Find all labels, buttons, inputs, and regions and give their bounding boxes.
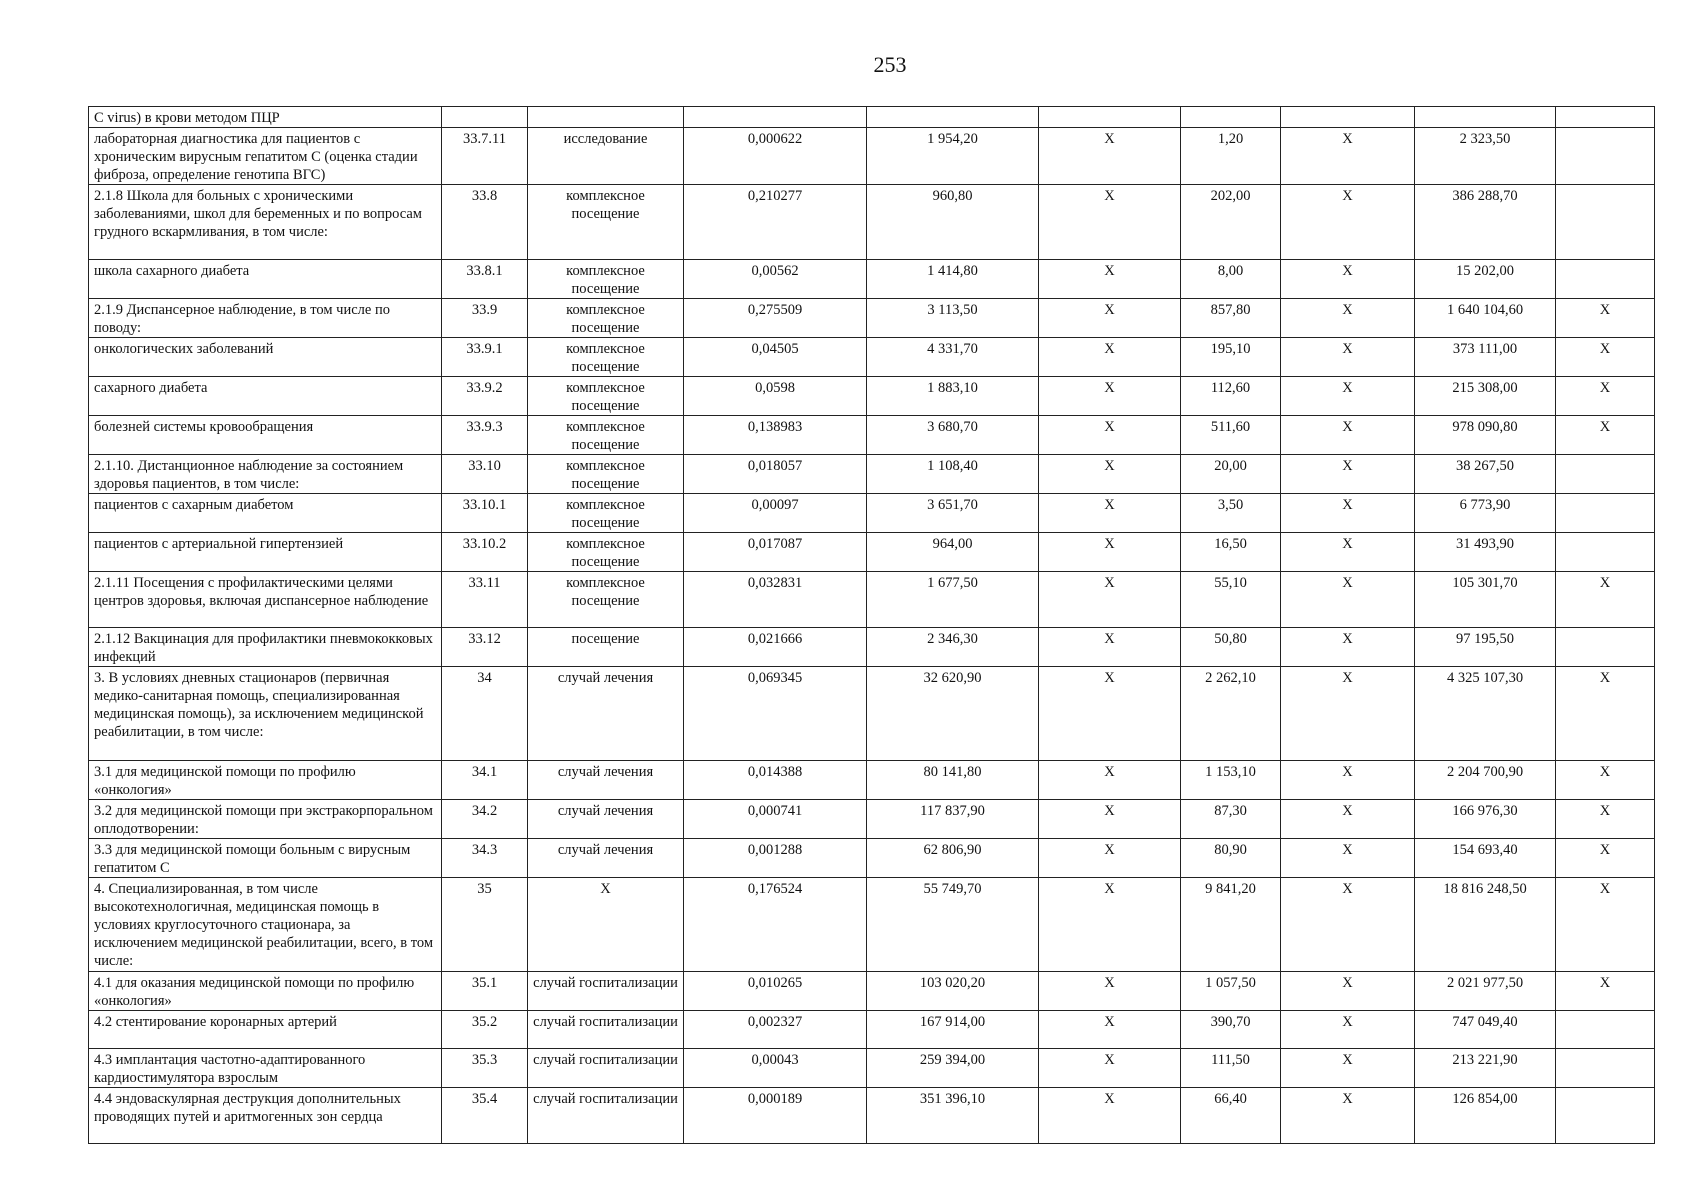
table-body [89,107,1655,1144]
row-unit-cell: комплексное посещение [528,338,684,377]
row-name-cell: 3.1 для медицинской помощи по профилю «онкология» [89,761,442,800]
row-total-cell: 18 816 248,50 [1415,878,1556,972]
row-norm-cell: 0,032831 [684,572,867,628]
row-x2-cell: X [1281,299,1415,338]
row-norm-cell: 0,00562 [684,260,867,299]
row-norm-cell: 0,00043 [684,1049,867,1088]
row-norm-cell: 0,210277 [684,185,867,260]
row-x3-cell [1556,128,1655,185]
row-unit-cell: случай госпитализации [528,972,684,1011]
row-name-cell: пациентов с сахарным диабетом [89,494,442,533]
table-row [89,338,1655,377]
row-name-cell: 3. В условиях дневных стационаров (первичная медико-санитарная помощь, специализированная медицинская помощь), за исключением медицинской реабилитации, в том числе: [89,667,442,761]
row-name-cell: 3.2 для медицинской помощи при экстракорпоральном оплодотворении: [89,800,442,839]
row-x3-cell [1556,494,1655,533]
row-unit-cell: случай лечения [528,839,684,878]
table-row [89,455,1655,494]
row-x3-cell [1556,107,1655,128]
row-finance-cell: 2 262,10 [1181,667,1281,761]
row-x3-cell: X [1556,416,1655,455]
row-x1-cell: X [1039,839,1181,878]
row-total-cell: 15 202,00 [1415,260,1556,299]
row-unit-cell: комплексное посещение [528,416,684,455]
row-total-cell: 6 773,90 [1415,494,1556,533]
row-total-cell: 747 049,40 [1415,1011,1556,1049]
row-finance-cell: 390,70 [1181,1011,1281,1049]
row-x2-cell: X [1281,800,1415,839]
row-cost-cell: 2 346,30 [867,628,1039,667]
row-x1-cell: X [1039,260,1181,299]
row-code-cell: 35.3 [442,1049,528,1088]
row-cost-cell: 117 837,90 [867,800,1039,839]
row-code-cell: 33.9.2 [442,377,528,416]
row-x1-cell: X [1039,878,1181,972]
row-cost-cell: 167 914,00 [867,1011,1039,1049]
row-unit-cell: комплексное посещение [528,260,684,299]
row-total-cell: 38 267,50 [1415,455,1556,494]
row-code-cell: 34.1 [442,761,528,800]
row-name-cell: лабораторная диагностика для пациентов с хроническим вирусным гепатитом С (оценка стадии фиброза, определение генотипа ВГС) [89,128,442,185]
row-finance-cell: 50,80 [1181,628,1281,667]
row-cost-cell: 1 108,40 [867,455,1039,494]
row-norm-cell: 0,275509 [684,299,867,338]
row-code-cell: 34 [442,667,528,761]
row-x2-cell: X [1281,1049,1415,1088]
row-x1-cell: X [1039,628,1181,667]
row-name-cell: 4.1 для оказания медицинской помощи по профилю «онкология» [89,972,442,1011]
row-x3-cell: X [1556,839,1655,878]
table-row [89,377,1655,416]
row-norm-cell: 0,017087 [684,533,867,572]
row-code-cell: 34.2 [442,800,528,839]
row-x3-cell: X [1556,377,1655,416]
row-norm-cell: 0,069345 [684,667,867,761]
row-x3-cell [1556,1049,1655,1088]
row-code-cell: 33.12 [442,628,528,667]
table-row [89,628,1655,667]
row-code-cell [442,107,528,128]
row-unit-cell: комплексное посещение [528,455,684,494]
row-name-cell: 2.1.10. Дистанционное наблюдение за состоянием здоровья пациентов, в том числе: [89,455,442,494]
row-finance-cell: 112,60 [1181,377,1281,416]
row-name-cell: школа сахарного диабета [89,260,442,299]
row-x1-cell: X [1039,1049,1181,1088]
row-x1-cell: X [1039,338,1181,377]
row-unit-cell: случай лечения [528,667,684,761]
row-cost-cell: 62 806,90 [867,839,1039,878]
row-unit-cell: комплексное посещение [528,185,684,260]
row-unit-cell: случай лечения [528,761,684,800]
row-finance-cell: 16,50 [1181,533,1281,572]
row-x3-cell: X [1556,572,1655,628]
row-finance-cell: 111,50 [1181,1049,1281,1088]
row-x3-cell [1556,185,1655,260]
row-code-cell: 35.1 [442,972,528,1011]
row-cost-cell: 1 414,80 [867,260,1039,299]
table-row [89,972,1655,1011]
row-total-cell: 2 021 977,50 [1415,972,1556,1011]
row-total-cell: 1 640 104,60 [1415,299,1556,338]
row-x1-cell: X [1039,299,1181,338]
row-total-cell: 166 976,30 [1415,800,1556,839]
row-norm-cell: 0,014388 [684,761,867,800]
row-x3-cell: X [1556,338,1655,377]
row-total-cell: 105 301,70 [1415,572,1556,628]
row-name-cell: 2.1.11 Посещения с профилактическими целями центров здоровья, включая диспансерное наблюдение [89,572,442,628]
table-row [89,260,1655,299]
table-row [89,572,1655,628]
table-row [89,494,1655,533]
row-x1-cell: X [1039,416,1181,455]
table-row [89,1088,1655,1144]
row-finance-cell: 8,00 [1181,260,1281,299]
row-name-cell: C virus) в крови методом ПЦР [89,107,442,128]
row-cost-cell: 32 620,90 [867,667,1039,761]
row-x2-cell: X [1281,128,1415,185]
row-cost-cell: 80 141,80 [867,761,1039,800]
row-code-cell: 33.10.1 [442,494,528,533]
row-x3-cell [1556,533,1655,572]
row-x1-cell: X [1039,761,1181,800]
row-name-cell: 2.1.8 Школа для больных с хроническими заболеваниями, школ для беременных и по вопросам грудного вскармливания, в том числе: [89,185,442,260]
row-total-cell: 215 308,00 [1415,377,1556,416]
table-row [89,1011,1655,1049]
row-x2-cell: X [1281,338,1415,377]
row-code-cell: 33.8.1 [442,260,528,299]
table-row [89,761,1655,800]
row-total-cell: 373 111,00 [1415,338,1556,377]
row-finance-cell: 66,40 [1181,1088,1281,1144]
table-row [89,128,1655,185]
row-x1-cell: X [1039,1011,1181,1049]
row-x1-cell [1039,107,1181,128]
row-x2-cell: X [1281,761,1415,800]
row-unit-cell: комплексное посещение [528,533,684,572]
row-cost-cell: 1 954,20 [867,128,1039,185]
row-code-cell: 33.11 [442,572,528,628]
row-name-cell: онкологических заболеваний [89,338,442,377]
row-norm-cell: 0,138983 [684,416,867,455]
row-x2-cell: X [1281,416,1415,455]
row-x2-cell: X [1281,628,1415,667]
row-norm-cell: 0,00097 [684,494,867,533]
row-code-cell: 35.4 [442,1088,528,1144]
row-cost-cell: 1 677,50 [867,572,1039,628]
row-x1-cell: X [1039,185,1181,260]
row-code-cell: 33.10.2 [442,533,528,572]
row-unit-cell: комплексное посещение [528,572,684,628]
row-unit-cell: случай госпитализации [528,1011,684,1049]
table-row [89,839,1655,878]
row-x1-cell: X [1039,972,1181,1011]
row-cost-cell: 55 749,70 [867,878,1039,972]
row-finance-cell: 1,20 [1181,128,1281,185]
row-x1-cell: X [1039,800,1181,839]
row-total-cell: 213 221,90 [1415,1049,1556,1088]
row-x2-cell: X [1281,533,1415,572]
row-unit-cell: комплексное посещение [528,299,684,338]
row-finance-cell: 87,30 [1181,800,1281,839]
row-x1-cell: X [1039,667,1181,761]
row-finance-cell: 1 057,50 [1181,972,1281,1011]
row-x3-cell: X [1556,800,1655,839]
table-row [89,107,1655,128]
row-name-cell: 2.1.9 Диспансерное наблюдение, в том числе по поводу: [89,299,442,338]
row-code-cell: 35 [442,878,528,972]
row-unit-cell: случай госпитализации [528,1088,684,1144]
row-norm-cell: 0,000622 [684,128,867,185]
row-x2-cell: X [1281,972,1415,1011]
table-row [89,185,1655,260]
row-unit-cell: исследование [528,128,684,185]
row-cost-cell: 3 651,70 [867,494,1039,533]
row-unit-cell: случай госпитализации [528,1049,684,1088]
row-x2-cell: X [1281,494,1415,533]
row-x3-cell: X [1556,667,1655,761]
row-finance-cell: 202,00 [1181,185,1281,260]
row-total-cell: 154 693,40 [1415,839,1556,878]
row-x1-cell: X [1039,494,1181,533]
row-unit-cell [528,107,684,128]
table-row [89,667,1655,761]
row-x2-cell: X [1281,839,1415,878]
table-row [89,416,1655,455]
row-finance-cell [1181,107,1281,128]
row-cost-cell: 1 883,10 [867,377,1039,416]
row-total-cell: 978 090,80 [1415,416,1556,455]
row-name-cell: 4.3 имплантация частотно-адаптированного кардиостимулятора взрослым [89,1049,442,1088]
row-cost-cell: 351 396,10 [867,1088,1039,1144]
row-x3-cell [1556,1088,1655,1144]
row-x3-cell [1556,1011,1655,1049]
row-unit-cell: комплексное посещение [528,494,684,533]
data-table [88,106,1655,1144]
row-cost-cell: 964,00 [867,533,1039,572]
row-x2-cell: X [1281,878,1415,972]
row-total-cell: 97 195,50 [1415,628,1556,667]
row-code-cell: 33.9.1 [442,338,528,377]
table-row [89,800,1655,839]
row-norm-cell: 0,010265 [684,972,867,1011]
row-x2-cell: X [1281,1088,1415,1144]
row-total-cell: 4 325 107,30 [1415,667,1556,761]
table-row [89,878,1655,972]
row-x1-cell: X [1039,572,1181,628]
row-cost-cell: 103 020,20 [867,972,1039,1011]
row-name-cell: 3.3 для медицинской помощи больным с вирусным гепатитом С [89,839,442,878]
row-x3-cell: X [1556,972,1655,1011]
row-total-cell: 2 204 700,90 [1415,761,1556,800]
row-norm-cell [684,107,867,128]
row-x2-cell: X [1281,667,1415,761]
row-x3-cell: X [1556,299,1655,338]
row-finance-cell: 857,80 [1181,299,1281,338]
row-norm-cell: 0,001288 [684,839,867,878]
row-unit-cell: X [528,878,684,972]
row-norm-cell: 0,0598 [684,377,867,416]
row-code-cell: 34.3 [442,839,528,878]
row-cost-cell [867,107,1039,128]
table-row [89,533,1655,572]
table-row [89,299,1655,338]
row-total-cell: 386 288,70 [1415,185,1556,260]
row-unit-cell: комплексное посещение [528,377,684,416]
row-cost-cell: 259 394,00 [867,1049,1039,1088]
row-norm-cell: 0,002327 [684,1011,867,1049]
row-total-cell: 2 323,50 [1415,128,1556,185]
row-name-cell: 4.4 эндоваскулярная деструкция дополнительных проводящих путей и аритмогенных зон сердца [89,1088,442,1144]
row-finance-cell: 55,10 [1181,572,1281,628]
row-code-cell: 33.9.3 [442,416,528,455]
row-finance-cell: 195,10 [1181,338,1281,377]
row-name-cell: сахарного диабета [89,377,442,416]
row-x1-cell: X [1039,533,1181,572]
row-x3-cell [1556,455,1655,494]
row-x1-cell: X [1039,377,1181,416]
row-cost-cell: 4 331,70 [867,338,1039,377]
row-name-cell: 2.1.12 Вакцинация для профилактики пневмококковых инфекций [89,628,442,667]
row-x1-cell: X [1039,1088,1181,1144]
row-name-cell: 4.2 стентирование коронарных артерий [89,1011,442,1049]
row-norm-cell: 0,176524 [684,878,867,972]
row-code-cell: 33.8 [442,185,528,260]
row-x2-cell: X [1281,185,1415,260]
page-number: 253 [873,52,907,77]
row-norm-cell: 0,000189 [684,1088,867,1144]
row-total-cell [1415,107,1556,128]
row-name-cell: 4. Специализированная, в том числе высокотехнологичная, медицинская помощь в условиях круглосуточного стационара, за исключением медицинской реабилитации, всего, в том числе: [89,878,442,972]
row-code-cell: 33.7.11 [442,128,528,185]
row-cost-cell: 960,80 [867,185,1039,260]
row-x2-cell: X [1281,572,1415,628]
row-unit-cell: посещение [528,628,684,667]
row-x2-cell [1281,107,1415,128]
row-name-cell: болезней системы кровообращения [89,416,442,455]
row-code-cell: 35.2 [442,1011,528,1049]
row-x2-cell: X [1281,377,1415,416]
row-norm-cell: 0,018057 [684,455,867,494]
row-x2-cell: X [1281,260,1415,299]
row-total-cell: 126 854,00 [1415,1088,1556,1144]
row-finance-cell: 511,60 [1181,416,1281,455]
row-total-cell: 31 493,90 [1415,533,1556,572]
row-name-cell: пациентов с артериальной гипертензией [89,533,442,572]
row-x3-cell [1556,260,1655,299]
row-x1-cell: X [1039,455,1181,494]
row-norm-cell: 0,000741 [684,800,867,839]
row-norm-cell: 0,021666 [684,628,867,667]
row-code-cell: 33.10 [442,455,528,494]
row-finance-cell: 3,50 [1181,494,1281,533]
row-cost-cell: 3 113,50 [867,299,1039,338]
row-x1-cell: X [1039,128,1181,185]
table-row [89,1049,1655,1088]
row-x2-cell: X [1281,1011,1415,1049]
row-x3-cell [1556,628,1655,667]
row-x3-cell: X [1556,761,1655,800]
row-unit-cell: случай лечения [528,800,684,839]
row-finance-cell: 20,00 [1181,455,1281,494]
row-finance-cell: 9 841,20 [1181,878,1281,972]
row-code-cell: 33.9 [442,299,528,338]
row-x2-cell: X [1281,455,1415,494]
row-norm-cell: 0,04505 [684,338,867,377]
row-cost-cell: 3 680,70 [867,416,1039,455]
row-finance-cell: 80,90 [1181,839,1281,878]
row-finance-cell: 1 153,10 [1181,761,1281,800]
row-x3-cell: X [1556,878,1655,972]
